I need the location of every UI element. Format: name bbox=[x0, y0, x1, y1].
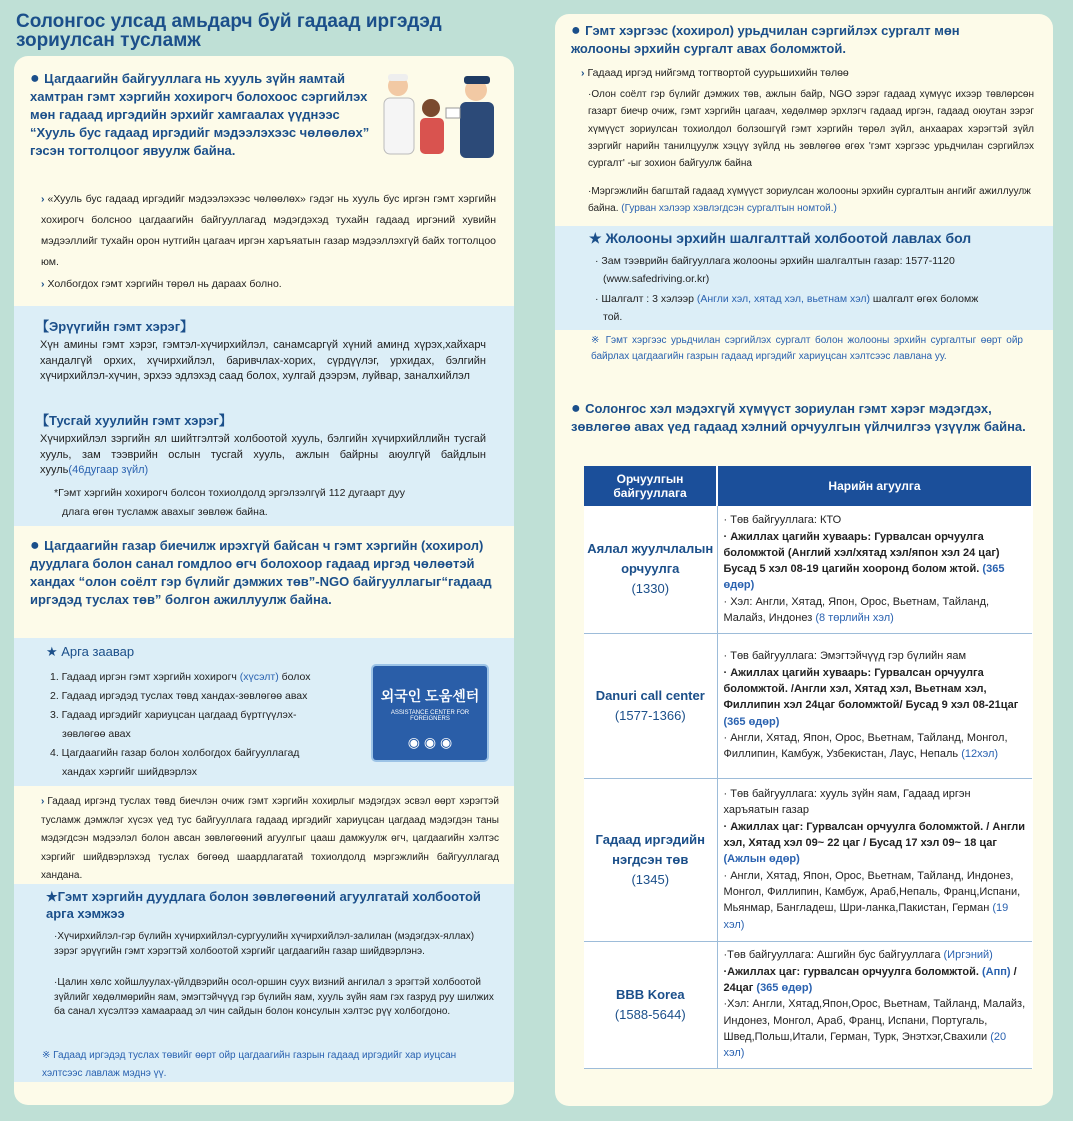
table-cell-detail: · Төв байгууллага: хууль зүйн яам, Гадаад иргэн харъяатын газар · Ажиллах цаг: Гурвалсан орчуулга боломжтой. / Англи хэл, Хятад хэл 09~ 22 цаг / Бусад 17 хэл 09~ 18 цаг (Ажлын өдөр) · Англи, Хятад, Япон, Орос, Вьетнам, Тайланд, Индонез, Монгол, Филлипин, Камбуж, Араб,Непаль, Франц,Испани, Мьянмар, Бангладеш, Шри-ланка,Пакистан, Герман (19 хэл) bbox=[717, 778, 1032, 941]
poster-decor-icon: ◉ ◉ ◉ bbox=[407, 734, 453, 750]
table-header-row bbox=[584, 466, 1032, 506]
method-step: 2. Гадаад иргэдэд туслах төвд хандах-зөвлөгөө авах bbox=[50, 690, 308, 702]
measures-note: ※ Гадаад иргэдэд туслах төвийг өөрт ойр цагдаагийн газрын гадаад иргэдийг хар иуцсан хэлтсээс лавлаж мэднэ үү. bbox=[42, 1050, 457, 1079]
arrow-icon: › bbox=[41, 193, 45, 205]
crime-types-box bbox=[14, 306, 514, 526]
method-steps bbox=[50, 668, 360, 782]
bullet-icon: ● bbox=[571, 400, 581, 417]
criminal-crime-text: Хүн амины гэмт хэрэг, гэмтэл-хүчирхийлэл, санамсаргүй хүний аминд хүрэх,хайхарч хандалгүй орхих, хүчирхийлэл, баривчлах-хорих, сүрдүүлэг, урхидах, бэлгийн хүчирхийлэл-хүчин, эрхээ эдлэхэд саад болох, хулгай дээрэм, луйвар, заналхийлэл bbox=[40, 339, 486, 382]
training-lead: ● Гэмт хэргээс (хохирол) урьдчилан сэргийлэх сургалт мөн жолооны эрхийн сургалт авах боломжтой. bbox=[571, 22, 960, 56]
table-cell-detail: · Төв байгууллага: КТО · Ажиллах цагийн хуваарь: Гурвалсан орчуулга боломжтой (Англий хэл/хятад хэл/япон хэл 24 цаг) Бусад 5 хэл 08-19 цагийн хооронд болом жтой. (365 өдөр) · Хэл: Англи, Хятад, Япон, Орос, Вьетнам, Тайланд, Малайз, Индонез (8 төрлийн хэл) bbox=[717, 506, 1032, 633]
table-header-detail: Нарийн агуулга bbox=[717, 466, 1032, 506]
training-bullet-2: ·Мэргэжлийн багштай гадаад хүмүүст зориулсан жолооны эрхийн сургалтын ангийг ажиллуулж байна. (Гурван хэлээр хэвлэгдсэн сургалтын номтой.) bbox=[588, 186, 1031, 215]
method-step: 3. Гадаад иргэдийг хариуцсан цагдаад бүртгүүлэх- bbox=[50, 709, 297, 721]
assistance-center-poster: 외국인 도움센터 ASSISTANCE CENTER FOR FOREIGNERS ◉ ◉ ◉ bbox=[373, 666, 487, 760]
method-step: 4. Цагдаагийн газар болон холбогдох байгууллагад bbox=[50, 747, 300, 759]
table-row bbox=[584, 506, 1032, 633]
bullet-icon: ● bbox=[30, 70, 40, 87]
training-sub: › Гадаад иргэд нийгэмд тогтвортой суурьшихийн төлөө bbox=[581, 67, 849, 79]
dot-icon: · bbox=[595, 293, 602, 305]
dot-icon: · bbox=[595, 255, 602, 267]
special-law-text: Хүчирхийлэл зэргийн ял шийтгэлтэй холбоотой хууль, бэлгийн хүчирхийллийн тусгай хууль, зам тээврийн ослын тусгай хууль, ажлын байрны аюулгүй байдлын хууль(46дугаар зүйл) bbox=[40, 433, 486, 476]
license-box bbox=[555, 226, 1053, 330]
table-cell-org: BBB Korea (1588-5644) bbox=[584, 941, 717, 1068]
method-step: зөвлөгөө авах bbox=[62, 728, 131, 740]
measures-heading: ★Гэмт хэргийн дуудлага болон зөвлөгөөний агуулгатай холбоотой арга хэмжээ bbox=[46, 889, 481, 921]
table-row bbox=[584, 941, 1032, 1068]
table-cell-org: Danuri call center (1577-1366) bbox=[584, 633, 717, 778]
table-cell-org: Гадаад иргэдийн нэгдсэн төв (1345) bbox=[584, 778, 717, 941]
method-step: 1. Гадаад иргэн гэмт хэргийн хохирогч (хүсэлт) болох bbox=[50, 671, 311, 683]
translation-lead: ● Солонгос хэл мэдэхгүй хүмүүст зориулан гэмт хэрэг мэдэгдэх, зөвлөгөө авах үед гадаад хэлний орчуулгын үйлчилгээ үзүүлж байна. bbox=[571, 400, 1026, 434]
bullet-icon: ● bbox=[571, 22, 581, 39]
intro-lead: ● Цагдаагийн байгууллага нь хууль зүйн яамтай хамтран гэмт хэргийн хохирогч болохоос сэргийлэх мөн гадаад иргэдийн эрхийг хамгаалах үүднээс “Хууль бус гадаад иргэдийг мэдээлэхээс чөлөөлөх” гэсэн тогтолцоог явуулж байна. bbox=[30, 70, 370, 158]
dot-icon: · bbox=[588, 89, 592, 100]
table-cell-org: Аялал жуулчлалын орчуулга (1330) bbox=[584, 506, 717, 633]
special-law-heading: 【Тусгай хуулийн гэмт хэрэг】 bbox=[36, 413, 232, 428]
method-step: хандах хэргийг шийдвэрлэх bbox=[62, 766, 197, 778]
table-row bbox=[584, 633, 1032, 778]
intro-paragraph: › «Хууль бус гадаад иргэдийг мэдээлэхээс чөлөөлөх» гэдэг нь хууль бус иргэн гэмт хэргийн хохирогч болсноо цагдаагийн байгууллагад мэдэгдэхэд тухайн гадаад иргэний хувийн мэдээллийг тухайн орон нутгийн цагаач иргэн харъяатын газар мэдээллэхгүй байх тогтолцоо юм. bbox=[41, 193, 496, 268]
right-panel bbox=[555, 14, 1053, 1106]
emergency-note: *Гэмт хэргийн хохирогч болсон тохиолдолд эргэлзэлгүй 112 дугаарт дуу длага өгөн тусламж авахыг зөвлөж байна. bbox=[54, 487, 405, 518]
criminal-crime-heading: 【Эрүүгийн гэмт хэрэг】 bbox=[36, 319, 194, 334]
license-item-1: · Зам тээврийн байгууллага жолооны эрхийн шалгалтын газар: 1577-1120 (www.safedriving.or.kr) bbox=[595, 255, 955, 285]
arrow-icon: › bbox=[41, 796, 45, 807]
measures-box bbox=[14, 884, 514, 1082]
license-item-2: · Шалгалт : 3 хэлээр (Англи хэл, хятад хэл, вьетнам хэл) шалгалт өгөх боломж той. bbox=[595, 293, 979, 323]
method-heading: ★ Арга заавар bbox=[46, 644, 135, 659]
arrow-icon: › bbox=[581, 67, 585, 79]
training-bullet-1: ·Олон соёлт гэр бүлийг дэмжих төв, ажлын байр, NGO зэрэг гадаад хүмүүс ихээр төвлөрсөн газарт биечр очиж, гэмт хэргийн цагаач, хөдөлмөр эрхлэгч гадаад иргэн, гадаад оюутан зэрэг хүмүүст зориулсан тохиолдол болзошгүй гэмт хэргийн төрөл зүйл, анхаарах хэрэгтэй зүйл зэргийг нарийн танилцуулж хэцүү зүйлд нь зөвлөгөө өгөх 'гэмт хэргээс урьдчилан сэргийлэх сургалт' -ыг зохион байгуулж байна bbox=[588, 89, 1034, 170]
license-note: ※ Гэмт хэргээс урьдчилан сэргийлэх сургалт болон жолооны эрхийн сургалтыг өөрт ойр байрлах цагдаагийн газрын гадаад иргэдийг хариуцсан хэлтсээс лавлана уу. bbox=[591, 335, 1023, 363]
measures-item-2: ·Цалин хөлс хойшлуулах-үйлдвэрийн осол-оршин суух визний ангилал з эрэгтэй холбоотой зүйлийг хөдөлмөрийн яам, эмэгтэйчүүд гэр бүлийн яам, хууль зүйн яам гэх газруд руу шилжих ба санал хүсэлтээ хамаарaaд эл чин сайдын болон консулын хэлтэс рүү холбогдоно. bbox=[54, 977, 494, 1018]
arrow-icon: › bbox=[41, 278, 45, 290]
bullet-icon: ● bbox=[30, 537, 40, 554]
dot-icon: · bbox=[588, 186, 592, 197]
center-text: › Гадаад иргэнд туслах төвд биечлэн очиж гэмт хэргийн хохирлыг мэдэгдэх эсвэл өөрт хэрэгтэй тусламж дэмжлэг хүсэх үед тус байгууллага гадаад иргэдийг хариуцсан цагдаад мэдэгдэн таны мэдэгдсэн мэдээлэл болон авсан зөвлөгөөний агуулгыг цааш дамжуулж өгч, цагдаагийн хэлтэс хэргийг шийдвэрлэхэд туслах бөгөөд шаардлагатай тохиолдолд мэргэжлийн байгууллагад хандана. bbox=[41, 796, 499, 881]
police-and-foreigners-illustration-icon bbox=[376, 68, 506, 164]
table-cell-detail: ·Төв байгууллага: Ашгийн бус байгууллага (Иргэний) ·Ажиллах цаг: гурвалсан орчуулга боломжтой. (Апп) / 24цаг (365 өдөр) ·Хэл: Англи, Хятад,Япон,Орос, Вьетнам, Тайланд, Малайз, Индонез, Монгол, Араб, Франц, Испани, Португаль, Швед,Польш,Итали, Герман, Турк, Энэтхэг,Свахили (20 хэл) bbox=[717, 941, 1032, 1068]
table-header-org: Орчуулгын байгууллага bbox=[584, 466, 717, 506]
measures-item-1: ·Хүчирхийлэл-гэр бүлийн хүчирхийлэл-сургуулийн хүчирхийлэл-залилан (мэдэгдэх-яллах) зэрэг эрүүгийн гэмт хэрэгтэй холбоотой хэргийг цагдаагийн газар шийдвэрлэнэ. bbox=[54, 931, 475, 957]
translation-table bbox=[584, 466, 1033, 1069]
license-heading: ★ Жолооны эрхийн шалгалттай холбоотой лавлах бол bbox=[589, 230, 972, 246]
table-row bbox=[584, 778, 1032, 941]
intro-paragraph-2: › Холбогдох гэмт хэргийн төрөл нь дараах болно. bbox=[41, 278, 282, 290]
page-title: Солонгос улсад амьдарч буй гадаад иргэдэд зориулсан тусламж bbox=[16, 11, 442, 51]
center-lead: ● Цагдаагийн газар биечилж ирэхгүй байсан ч гэмт хэргийн (хохирол) дуудлага болон санал гомдлоо өгч болохоор гадаад иргэд чөлөөтэй хандах “олон соёлт гэр бүлийг дэмжих төв”-NGO байгууллагыг“гадаад иргэдэд туслах төв” болгон ажиллуулж байна. bbox=[30, 537, 492, 607]
table-cell-detail: · Төв байгууллага: Эмэгтэйчүүд гэр бүлийн яам · Ажиллах цагийн хуваарь: Гурвалсан орчуулга боломжтой. /Англи хэл, Хятад хэл, Вьетнам хэл, Филлипин хэл 24цаг боломжтой/ Бусад 9 хэл 08-21цаг (365 өдөр) · Англи, Хятад, Япон, Орос, Вьетнам, Тайланд, Монгол, Филлипин, Камбуж, Узбекистан, Лаус, Непаль (12хэл) bbox=[717, 633, 1032, 778]
left-panel bbox=[14, 56, 514, 1105]
